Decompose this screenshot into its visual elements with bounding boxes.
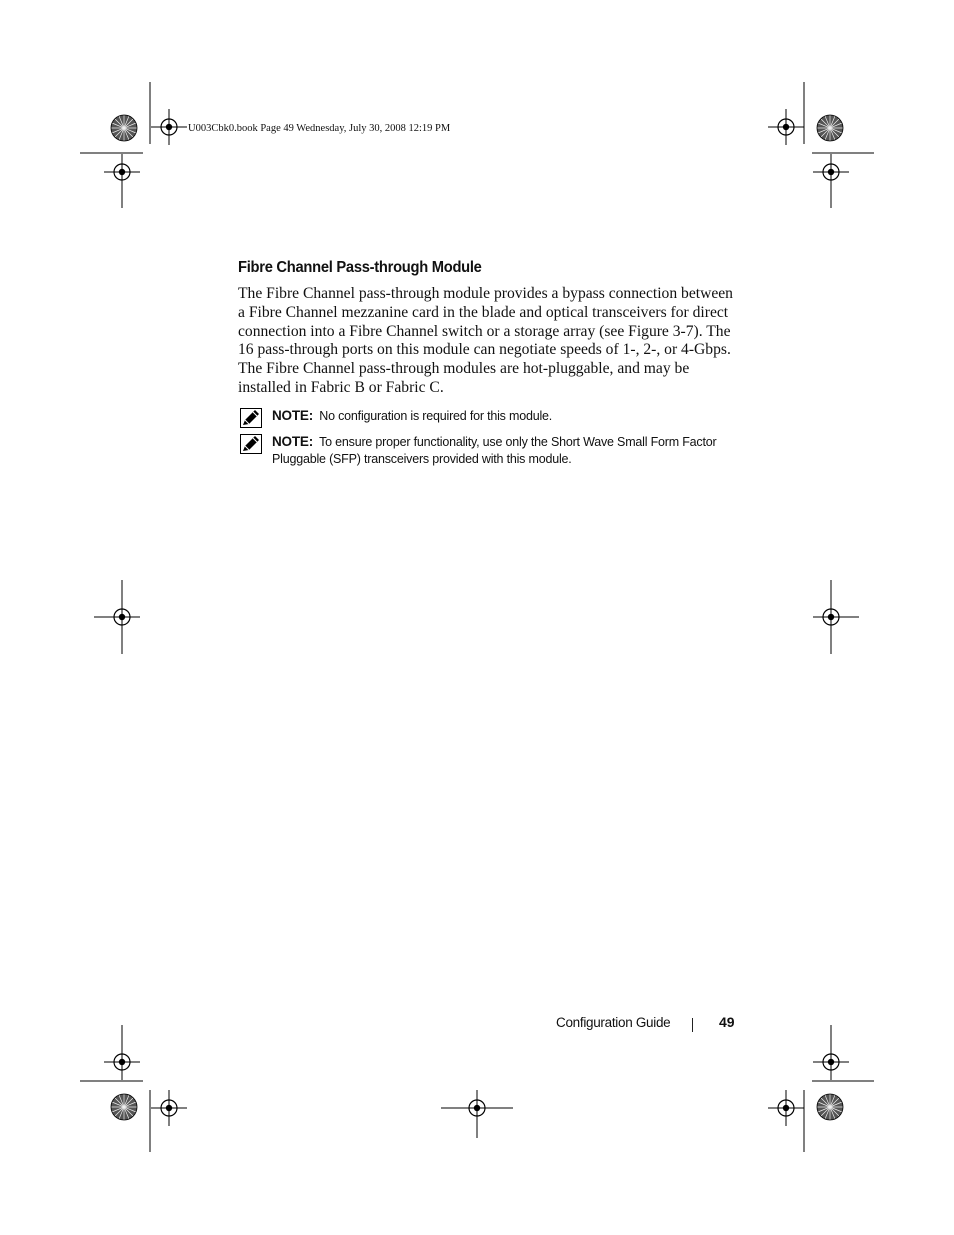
crop-mark-bottom-center <box>441 1090 513 1138</box>
note-pencil-icon <box>240 434 262 454</box>
note-label: NOTE: <box>272 408 313 423</box>
print-slug: U003Cbk0.book Page 49 Wednesday, July 30, 2008 12:19 PM <box>188 123 451 134</box>
crop-mark-mid-left <box>94 580 140 654</box>
crop-mark-top-left <box>80 82 187 208</box>
section-heading: Fibre Channel Pass-through Module <box>238 259 482 276</box>
note-text: To ensure proper functionality, use only the Short Wave Small Form Factor Pluggable (SFP) transceivers provided with this module. <box>272 435 717 466</box>
crop-mark-bottom-left <box>80 1025 187 1152</box>
note-pencil-icon <box>240 408 262 428</box>
note-label: NOTE: <box>272 434 313 449</box>
note-1 <box>240 407 740 427</box>
note-text: No configuration is required for this module. <box>319 409 553 423</box>
section-body: The Fibre Channel pass-through module provides a bypass connection between a Fibre Channel mezzanine card in the blade and optical transceivers for direct connection into a Fibre Channel switch or a storage array (see Figure 3-7). The 16 pass-through ports on this module can negotiate speeds of 1-, 2-, or 4-Gbps. The Fibre Channel pass-through modules are hot-pluggable, and may be installed in Fabric B or Fabric C. <box>238 285 733 396</box>
crop-mark-top-right <box>768 82 874 208</box>
page-number: 49 <box>719 1014 735 1030</box>
note-2 <box>240 433 740 469</box>
footer-separator <box>692 1018 693 1032</box>
crop-mark-bottom-right <box>768 1025 874 1152</box>
crop-mark-mid-right <box>813 580 859 654</box>
footer-title: Configuration Guide <box>556 1015 671 1030</box>
